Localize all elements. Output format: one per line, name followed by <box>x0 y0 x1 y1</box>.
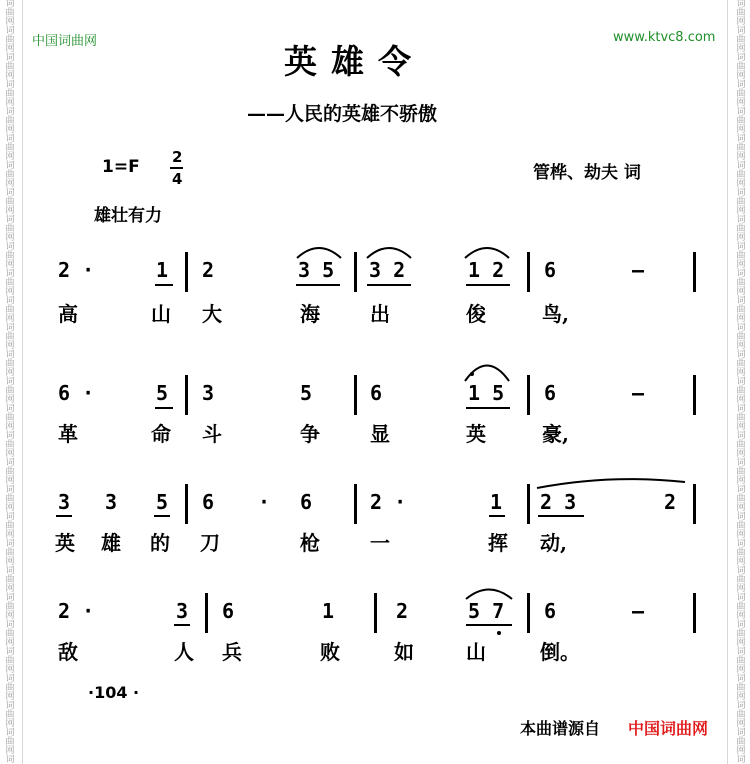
side-watermark-char: 曲 <box>5 305 15 315</box>
side-watermark-char: 网 <box>5 530 15 540</box>
time-sig-denominator: 4 <box>172 170 183 188</box>
lyric: 斗 <box>202 422 222 446</box>
side-watermark-char: 网 <box>5 584 15 594</box>
side-watermark-char: 词 <box>736 566 746 576</box>
lyric: 鸟, <box>542 302 569 326</box>
song-title: 英雄令 <box>284 42 425 81</box>
side-watermark-char: 词 <box>736 80 746 90</box>
side-watermark-char: 曲 <box>5 467 15 477</box>
side-watermark-char: 词 <box>736 539 746 549</box>
side-watermark-char: 词 <box>736 0 746 9</box>
side-watermark-char: 曲 <box>5 602 15 612</box>
side-watermark-char: 网 <box>5 611 15 621</box>
side-watermark-char: 曲 <box>736 197 746 207</box>
side-watermark-char: 网 <box>5 314 15 324</box>
side-watermark-char: 曲 <box>736 278 746 288</box>
lyric: 大 <box>202 302 222 326</box>
side-watermark-char: 网 <box>5 233 15 243</box>
lyric: 如 <box>394 640 414 664</box>
side-watermark-char: 曲 <box>736 62 746 72</box>
side-watermark-char: 网 <box>5 206 15 216</box>
side-watermark-char: 网 <box>736 638 746 648</box>
side-watermark-char: 词 <box>5 755 15 764</box>
side-watermark-char: 网 <box>736 71 746 81</box>
side-watermark-char: 词 <box>736 728 746 738</box>
side-watermark-char: 网 <box>736 584 746 594</box>
side-watermark-char: 曲 <box>736 521 746 531</box>
lyric: 争 <box>300 422 320 446</box>
page-number-block <box>88 683 139 702</box>
side-watermark-char: 网 <box>736 665 746 675</box>
note: 5 <box>156 490 169 514</box>
side-watermark-char: 词 <box>5 242 15 252</box>
side-watermark-char: 词 <box>736 377 746 387</box>
side-watermark-char: 词 <box>5 53 15 63</box>
slur <box>367 248 411 258</box>
side-watermark-char: 网 <box>5 638 15 648</box>
note: · <box>258 490 271 514</box>
side-watermark-char: 网 <box>736 233 746 243</box>
side-watermark-char: 网 <box>5 449 15 459</box>
side-watermark-char: 曲 <box>736 467 746 477</box>
side-watermark-char: 曲 <box>736 143 746 153</box>
note: 2 3 <box>540 490 577 514</box>
page-dot: · <box>88 683 95 702</box>
side-watermark-char: 词 <box>5 80 15 90</box>
side-watermark-char: 曲 <box>736 494 746 504</box>
side-watermark-char: 词 <box>736 215 746 225</box>
side-watermark-char: 网 <box>736 476 746 486</box>
side-watermark-char: 词 <box>5 431 15 441</box>
side-watermark-char: 曲 <box>736 602 746 612</box>
side-watermark-char: 网 <box>5 368 15 378</box>
side-watermark-char: 网 <box>736 152 746 162</box>
side-watermark-char: 词 <box>5 485 15 495</box>
side-watermark-char: 曲 <box>5 413 15 423</box>
side-watermark-char: 曲 <box>5 548 15 558</box>
lyric: 雄 <box>101 531 121 555</box>
side-watermark-char: 曲 <box>736 170 746 180</box>
side-watermark-char: 曲 <box>5 170 15 180</box>
side-watermark-char: 词 <box>736 350 746 360</box>
lyric: 一 <box>370 531 390 555</box>
note: 6 <box>370 381 383 405</box>
side-watermark-char: 网 <box>5 287 15 297</box>
lyric: 人 <box>174 640 194 664</box>
slur <box>297 248 341 258</box>
note: 3 <box>202 381 215 405</box>
side-watermark-char: 曲 <box>5 575 15 585</box>
note: 6 <box>544 381 557 405</box>
side-watermark-char: 曲 <box>736 737 746 747</box>
side-watermark-char: 曲 <box>736 224 746 234</box>
side-watermark-char: 曲 <box>736 656 746 666</box>
side-watermark-char: 词 <box>736 620 746 630</box>
side-watermark-char: 网 <box>736 449 746 459</box>
side-watermark-char: 词 <box>736 404 746 414</box>
side-watermark-char: 网 <box>736 422 746 432</box>
side-watermark-char: 词 <box>5 728 15 738</box>
lyric: 英 <box>55 531 75 555</box>
side-watermark-char: 曲 <box>5 440 15 450</box>
note: — <box>632 258 645 282</box>
side-watermark-char: 网 <box>5 665 15 675</box>
note: 2 · <box>58 258 95 282</box>
source-label: 本曲谱源自 <box>520 719 601 738</box>
lyric: 革 <box>58 422 78 446</box>
side-watermark-char: 词 <box>736 134 746 144</box>
note: 3 5 <box>298 258 335 282</box>
side-watermark-char: 词 <box>5 296 15 306</box>
side-watermark-char: 词 <box>5 0 15 9</box>
side-watermark-char: 网 <box>5 422 15 432</box>
footer-site-name[interactable]: 中国词曲网 <box>628 719 709 738</box>
lyric: 动, <box>540 531 567 555</box>
key-signature: 1=F <box>102 157 140 177</box>
side-watermark-char: 词 <box>736 323 746 333</box>
slur <box>465 248 509 258</box>
side-watermark-char: 网 <box>5 746 15 756</box>
side-watermark-char: 网 <box>736 503 746 513</box>
side-watermark-char: 曲 <box>5 143 15 153</box>
side-watermark-char: 曲 <box>5 359 15 369</box>
side-watermark-char: 网 <box>736 557 746 567</box>
side-watermark-char: 词 <box>736 26 746 36</box>
side-watermark-char: 词 <box>5 620 15 630</box>
side-watermark-char: 词 <box>5 377 15 387</box>
note: 6 · <box>58 381 95 405</box>
side-watermark-char: 词 <box>736 647 746 657</box>
lyric: 山 <box>466 640 486 664</box>
note: 2 <box>396 599 409 623</box>
lyric: 山 <box>151 302 171 326</box>
note: 2 · <box>58 599 95 623</box>
side-watermark-char: 曲 <box>5 332 15 342</box>
side-watermark-char: 曲 <box>5 89 15 99</box>
note: 2 <box>202 258 215 282</box>
time-sig-numerator: 2 <box>172 148 183 166</box>
side-watermark-char: 曲 <box>736 440 746 450</box>
note: 1 <box>156 258 169 282</box>
side-watermark-char: 网 <box>5 125 15 135</box>
side-watermark-char: 网 <box>5 557 15 567</box>
side-watermark-char: 词 <box>736 188 746 198</box>
lyric: 英 <box>466 422 486 446</box>
lyric: 高 <box>58 302 78 326</box>
side-watermark-char: 曲 <box>736 386 746 396</box>
side-watermark-char: 词 <box>5 593 15 603</box>
lyric: 显 <box>370 422 390 446</box>
lyric: 命 <box>151 422 171 446</box>
side-watermark-char: 词 <box>5 512 15 522</box>
side-watermark-char: 词 <box>736 107 746 117</box>
side-watermark-char: 网 <box>736 530 746 540</box>
side-watermark-char: 网 <box>736 206 746 216</box>
side-watermark-char: 网 <box>5 503 15 513</box>
side-watermark-char: 词 <box>5 188 15 198</box>
side-watermark-char: 词 <box>5 134 15 144</box>
side-watermark-char: 网 <box>5 395 15 405</box>
side-watermark-char: 词 <box>736 674 746 684</box>
side-watermark-char: 曲 <box>736 116 746 126</box>
side-watermark-char: 曲 <box>5 521 15 531</box>
side-watermark-char: 曲 <box>5 8 15 18</box>
side-watermark-char: 曲 <box>5 656 15 666</box>
side-watermark-char: 曲 <box>736 359 746 369</box>
side-watermark-char: 词 <box>5 647 15 657</box>
side-watermark-char: 网 <box>736 44 746 54</box>
note: 5 <box>300 381 313 405</box>
side-watermark-char: 网 <box>5 719 15 729</box>
lyric: 兵 <box>222 640 242 664</box>
side-watermark-char: 网 <box>5 179 15 189</box>
side-watermark-char: 词 <box>5 701 15 711</box>
page-number: 104 <box>94 683 128 702</box>
side-watermark-char: 曲 <box>736 8 746 18</box>
side-watermark-char: 网 <box>736 260 746 270</box>
lyric: 的 <box>150 531 170 555</box>
side-watermark-char: 词 <box>5 539 15 549</box>
tie <box>537 479 685 488</box>
note: 3 <box>176 599 189 623</box>
side-watermark-char: 词 <box>5 107 15 117</box>
side-watermark-char: 网 <box>5 44 15 54</box>
side-watermark-char: 曲 <box>5 710 15 720</box>
side-watermark-char: 曲 <box>736 332 746 342</box>
side-watermark-char: 曲 <box>5 224 15 234</box>
lyric: 刀 <box>200 531 220 555</box>
site-url-watermark[interactable]: www.ktvc8.com <box>613 30 716 45</box>
side-watermark-char: 曲 <box>5 683 15 693</box>
side-watermark-char: 词 <box>736 161 746 171</box>
note: 1 2 <box>468 258 505 282</box>
side-watermark-char: 网 <box>736 719 746 729</box>
side-watermark-char: 词 <box>736 701 746 711</box>
side-watermark-char: 词 <box>736 431 746 441</box>
side-watermark-char: 词 <box>736 485 746 495</box>
side-watermark-char: 词 <box>736 242 746 252</box>
side-watermark-char: 词 <box>5 404 15 414</box>
side-watermark-char: 网 <box>736 314 746 324</box>
note: 3 <box>58 490 71 514</box>
side-watermark-char: 词 <box>5 566 15 576</box>
tempo-marking: 雄壮有力 <box>94 206 162 226</box>
side-watermark-char: 网 <box>5 98 15 108</box>
side-watermark-char: 曲 <box>5 116 15 126</box>
side-watermark-char: 网 <box>5 260 15 270</box>
side-watermark-char: 网 <box>736 98 746 108</box>
side-watermark-char: 词 <box>5 323 15 333</box>
side-watermark-char: 词 <box>736 512 746 522</box>
note: 3 2 <box>369 258 406 282</box>
side-watermark-char: 曲 <box>5 386 15 396</box>
lyric: 俊 <box>466 302 486 326</box>
side-watermark-char: 词 <box>736 755 746 764</box>
side-watermark-char: 词 <box>5 26 15 36</box>
side-watermark-char: 网 <box>5 476 15 486</box>
lyric: 挥 <box>488 531 508 555</box>
side-watermark-char: 曲 <box>736 251 746 261</box>
lyric: 出 <box>370 302 390 326</box>
lyric: 枪 <box>300 531 320 555</box>
lyricist-credit: 管桦、劫夫 词 <box>533 163 641 183</box>
side-watermark-char: 网 <box>736 125 746 135</box>
side-watermark-char: 网 <box>5 152 15 162</box>
side-watermark-char: 词 <box>736 269 746 279</box>
side-watermark-char: 网 <box>736 17 746 27</box>
note: 6 <box>544 258 557 282</box>
side-watermark-char: 网 <box>736 395 746 405</box>
note: 6 <box>202 490 215 514</box>
note: 3 <box>105 490 118 514</box>
side-watermark-char: 曲 <box>736 35 746 45</box>
side-watermark-char: 网 <box>736 287 746 297</box>
side-watermark-char: 曲 <box>5 251 15 261</box>
side-watermark-char: 词 <box>736 296 746 306</box>
side-watermark-char: 曲 <box>5 737 15 747</box>
lyric: 敌 <box>58 640 78 664</box>
page-dot: · <box>127 683 140 702</box>
song-subtitle: ——人民的英雄不骄傲 <box>247 103 438 125</box>
lyric: 败 <box>320 640 340 664</box>
side-watermark-char: 词 <box>736 593 746 603</box>
side-watermark-char: 曲 <box>736 89 746 99</box>
lyric: 倒。 <box>540 640 580 664</box>
side-watermark-char: 词 <box>736 53 746 63</box>
side-watermark-char: 曲 <box>5 278 15 288</box>
note: — <box>632 599 645 623</box>
site-name-watermark[interactable]: 中国词曲网 <box>32 34 98 49</box>
note: 6 <box>544 599 557 623</box>
side-watermark-char: 词 <box>5 674 15 684</box>
side-watermark-char: 网 <box>736 611 746 621</box>
side-watermark-char: 曲 <box>5 197 15 207</box>
side-watermark-char: 曲 <box>736 305 746 315</box>
side-watermark-char: 曲 <box>736 548 746 558</box>
note: — <box>632 381 645 405</box>
note: 1 5 <box>468 381 505 405</box>
side-watermark-char: 网 <box>736 179 746 189</box>
side-watermark-char: 词 <box>5 350 15 360</box>
note: 1 <box>490 490 503 514</box>
side-watermark-char: 曲 <box>5 62 15 72</box>
note: 6 <box>222 599 235 623</box>
fermata-arc <box>465 366 509 382</box>
lyric: 豪, <box>542 422 569 446</box>
side-watermark-char: 网 <box>736 746 746 756</box>
side-watermark-char: 词 <box>5 269 15 279</box>
side-watermark-char: 网 <box>5 692 15 702</box>
side-watermark-char: 网 <box>5 17 15 27</box>
side-watermark-char: 网 <box>5 71 15 81</box>
side-watermark-char: 词 <box>5 161 15 171</box>
note: 5 <box>156 381 169 405</box>
side-watermark-char: 网 <box>736 692 746 702</box>
side-watermark-char: 网 <box>5 341 15 351</box>
side-watermark-char: 曲 <box>736 575 746 585</box>
note: 6 <box>300 490 313 514</box>
side-watermark-char: 网 <box>736 368 746 378</box>
side-watermark-char: 曲 <box>5 629 15 639</box>
lyric: 海 <box>300 302 320 326</box>
slur <box>466 590 512 600</box>
side-watermark-char: 网 <box>736 341 746 351</box>
side-watermark-char: 曲 <box>736 629 746 639</box>
note: 1 <box>322 599 335 623</box>
side-watermark-char: 曲 <box>5 35 15 45</box>
note: 2 · <box>370 490 407 514</box>
side-watermark-char: 词 <box>736 458 746 468</box>
side-watermark-char: 曲 <box>5 494 15 504</box>
side-watermark-char: 词 <box>5 215 15 225</box>
side-watermark-char: 曲 <box>736 710 746 720</box>
side-watermark-char: 曲 <box>736 683 746 693</box>
side-watermark-char: 曲 <box>736 413 746 423</box>
side-watermark-char: 词 <box>5 458 15 468</box>
note: 5 7 <box>468 599 505 623</box>
note: 2 <box>664 490 677 514</box>
